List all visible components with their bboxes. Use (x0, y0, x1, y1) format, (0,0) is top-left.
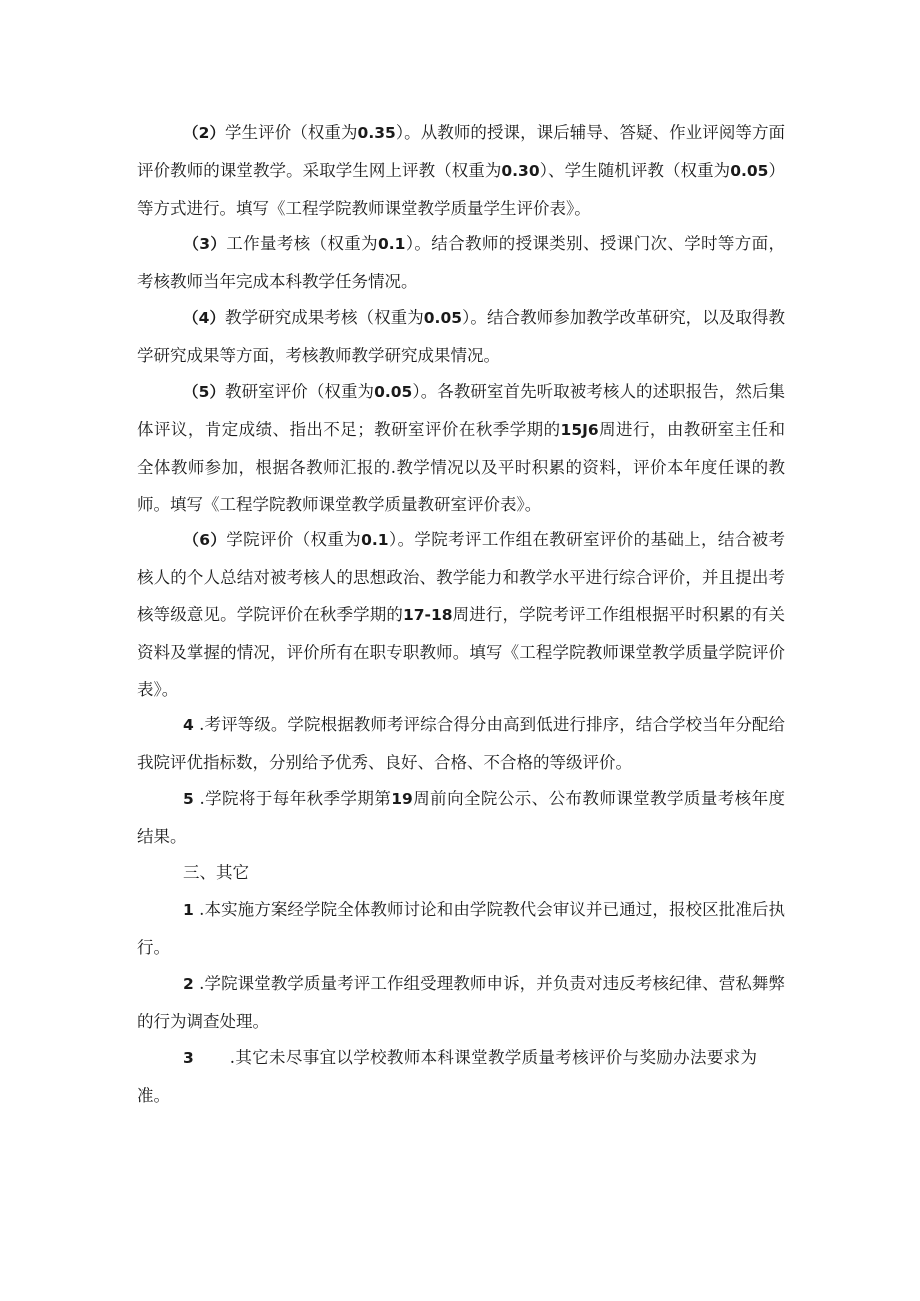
bold-number: （3） (183, 235, 227, 253)
text-run: ）。结合教师的授课类别、授课门次、学时等方面，考核教师当年完成本科教学任务情况。 (137, 234, 785, 291)
text-run: ）、学生随机评教（权重为 (539, 161, 731, 180)
bold-number: 3 (183, 1049, 194, 1067)
section-heading-others (137, 854, 785, 891)
text-run: 周前向全院公示、公布教师课堂教学质量考核年度结果。 (137, 789, 786, 846)
paragraph-workload-assessment (137, 225, 785, 300)
text-run: 学生评价（权重为 (225, 123, 358, 142)
text-run: 学院将于每年秋季学期第 (204, 789, 392, 808)
bold-number: 0.05 (423, 309, 463, 327)
text-run: 教学研究成果考核（权重为 (225, 308, 424, 327)
bold-number: 1 (183, 901, 194, 919)
bold-number: 0.1 (377, 235, 406, 253)
bold-number: 2 (183, 975, 194, 993)
text-run: . (193, 715, 205, 734)
text-run: 其它未尽事宜以学校教师本科课堂教学质量考核评价与奖励办法要求为准。 (137, 1048, 757, 1105)
paragraph-publication (137, 780, 785, 855)
paragraph-teaching-office-evaluation (137, 373, 785, 523)
text-run: . (193, 789, 205, 808)
text-run: ）。结合教师参加教学改革研究，以及取得教学研究成果等方面，考核教师教学研究成果情况。 (137, 308, 785, 365)
text-run: 本实施方案经学院全体教师讨论和由学院教代会审议并已通过，报校区批准后执行。 (137, 900, 786, 957)
text-run: ）。各教研室首先听取被考核人的述职报告，然后集体评议，肯定成绩、指出不足；教研室评价在秋季学期的 (137, 382, 786, 439)
bold-number: （5） (183, 383, 226, 401)
bold-number: （4） (183, 309, 226, 327)
text-run: 周进行，学院考评工作组根据平时积累的有关资料及掌握的情况，评价所有在职专职教师。填写《工程学院教师课堂教学质量学院评价表》。 (137, 605, 786, 699)
text-run: 三、其它 (183, 863, 249, 882)
text-run: 学院评价（权重为 (226, 530, 362, 549)
paragraph-other-1 (137, 891, 785, 966)
paragraph-other-3 (137, 1039, 757, 1114)
text-run: 教研室评价（权重为 (225, 382, 375, 401)
text-run: . (229, 1048, 236, 1067)
paragraph-student-evaluation (137, 114, 785, 227)
text-run: 周进行，由教研室主任和全体教师参加，根据各教师汇报的.教学情况以及平时积累的资料，评价本年度任课的教师。填写《工程学院教师课堂教学质量教研室评价表》。 (137, 420, 786, 514)
text-run: 工作量考核（权重为 (226, 234, 378, 253)
bold-number: 0.30 (501, 162, 540, 180)
bold-number: 0.35 (357, 124, 396, 142)
bold-number: （2） (183, 124, 226, 142)
paragraph-research-assessment (137, 299, 785, 374)
text-run: . (193, 974, 205, 993)
paragraph-other-2 (137, 965, 785, 1040)
bold-number: 17-18 (402, 606, 453, 624)
bold-number: 19 (391, 790, 413, 808)
bold-number: 0.05 (730, 162, 769, 180)
paragraph-college-evaluation (137, 521, 785, 708)
text-run: 考评等级。学院根据教师考评综合得分由高到低进行排序，结合学校当年分配给我院评优指标数，分别给予优秀、良好、合格、不合格的等级评价。 (137, 715, 786, 772)
text-run: ）。从教师的授课，课后辅导、答疑、作业评阅等方面评价教师的课堂教学。采取学生网上评教（权重为 (137, 123, 786, 180)
text-run: 学院课堂教学质量考评工作组受理教师申诉，并负责对违反考核纪律、营私舞弊的行为调查处理。 (137, 974, 786, 1031)
text-run: ）。学院考评工作组在教研室评价的基础上，结合被考核人的个人总结对被考核人的思想政治、教学能力和教学水平进行综合评价，并且提出考核等级意见。学院评价在秋季学期的 (137, 530, 786, 624)
paragraph-evaluation-grades (137, 706, 785, 781)
bold-number: 0.05 (374, 383, 413, 401)
bold-number: 4 (183, 716, 194, 734)
bold-number: 15J6 (560, 421, 599, 439)
bold-number: 5 (183, 790, 194, 808)
bold-number: （6） (183, 531, 227, 549)
text-run: . (193, 900, 205, 919)
text-run: ）等方式进行。填写《工程学院教师课堂教学质量学生评价表》。 (137, 161, 785, 218)
bold-number: 0.1 (361, 531, 389, 549)
